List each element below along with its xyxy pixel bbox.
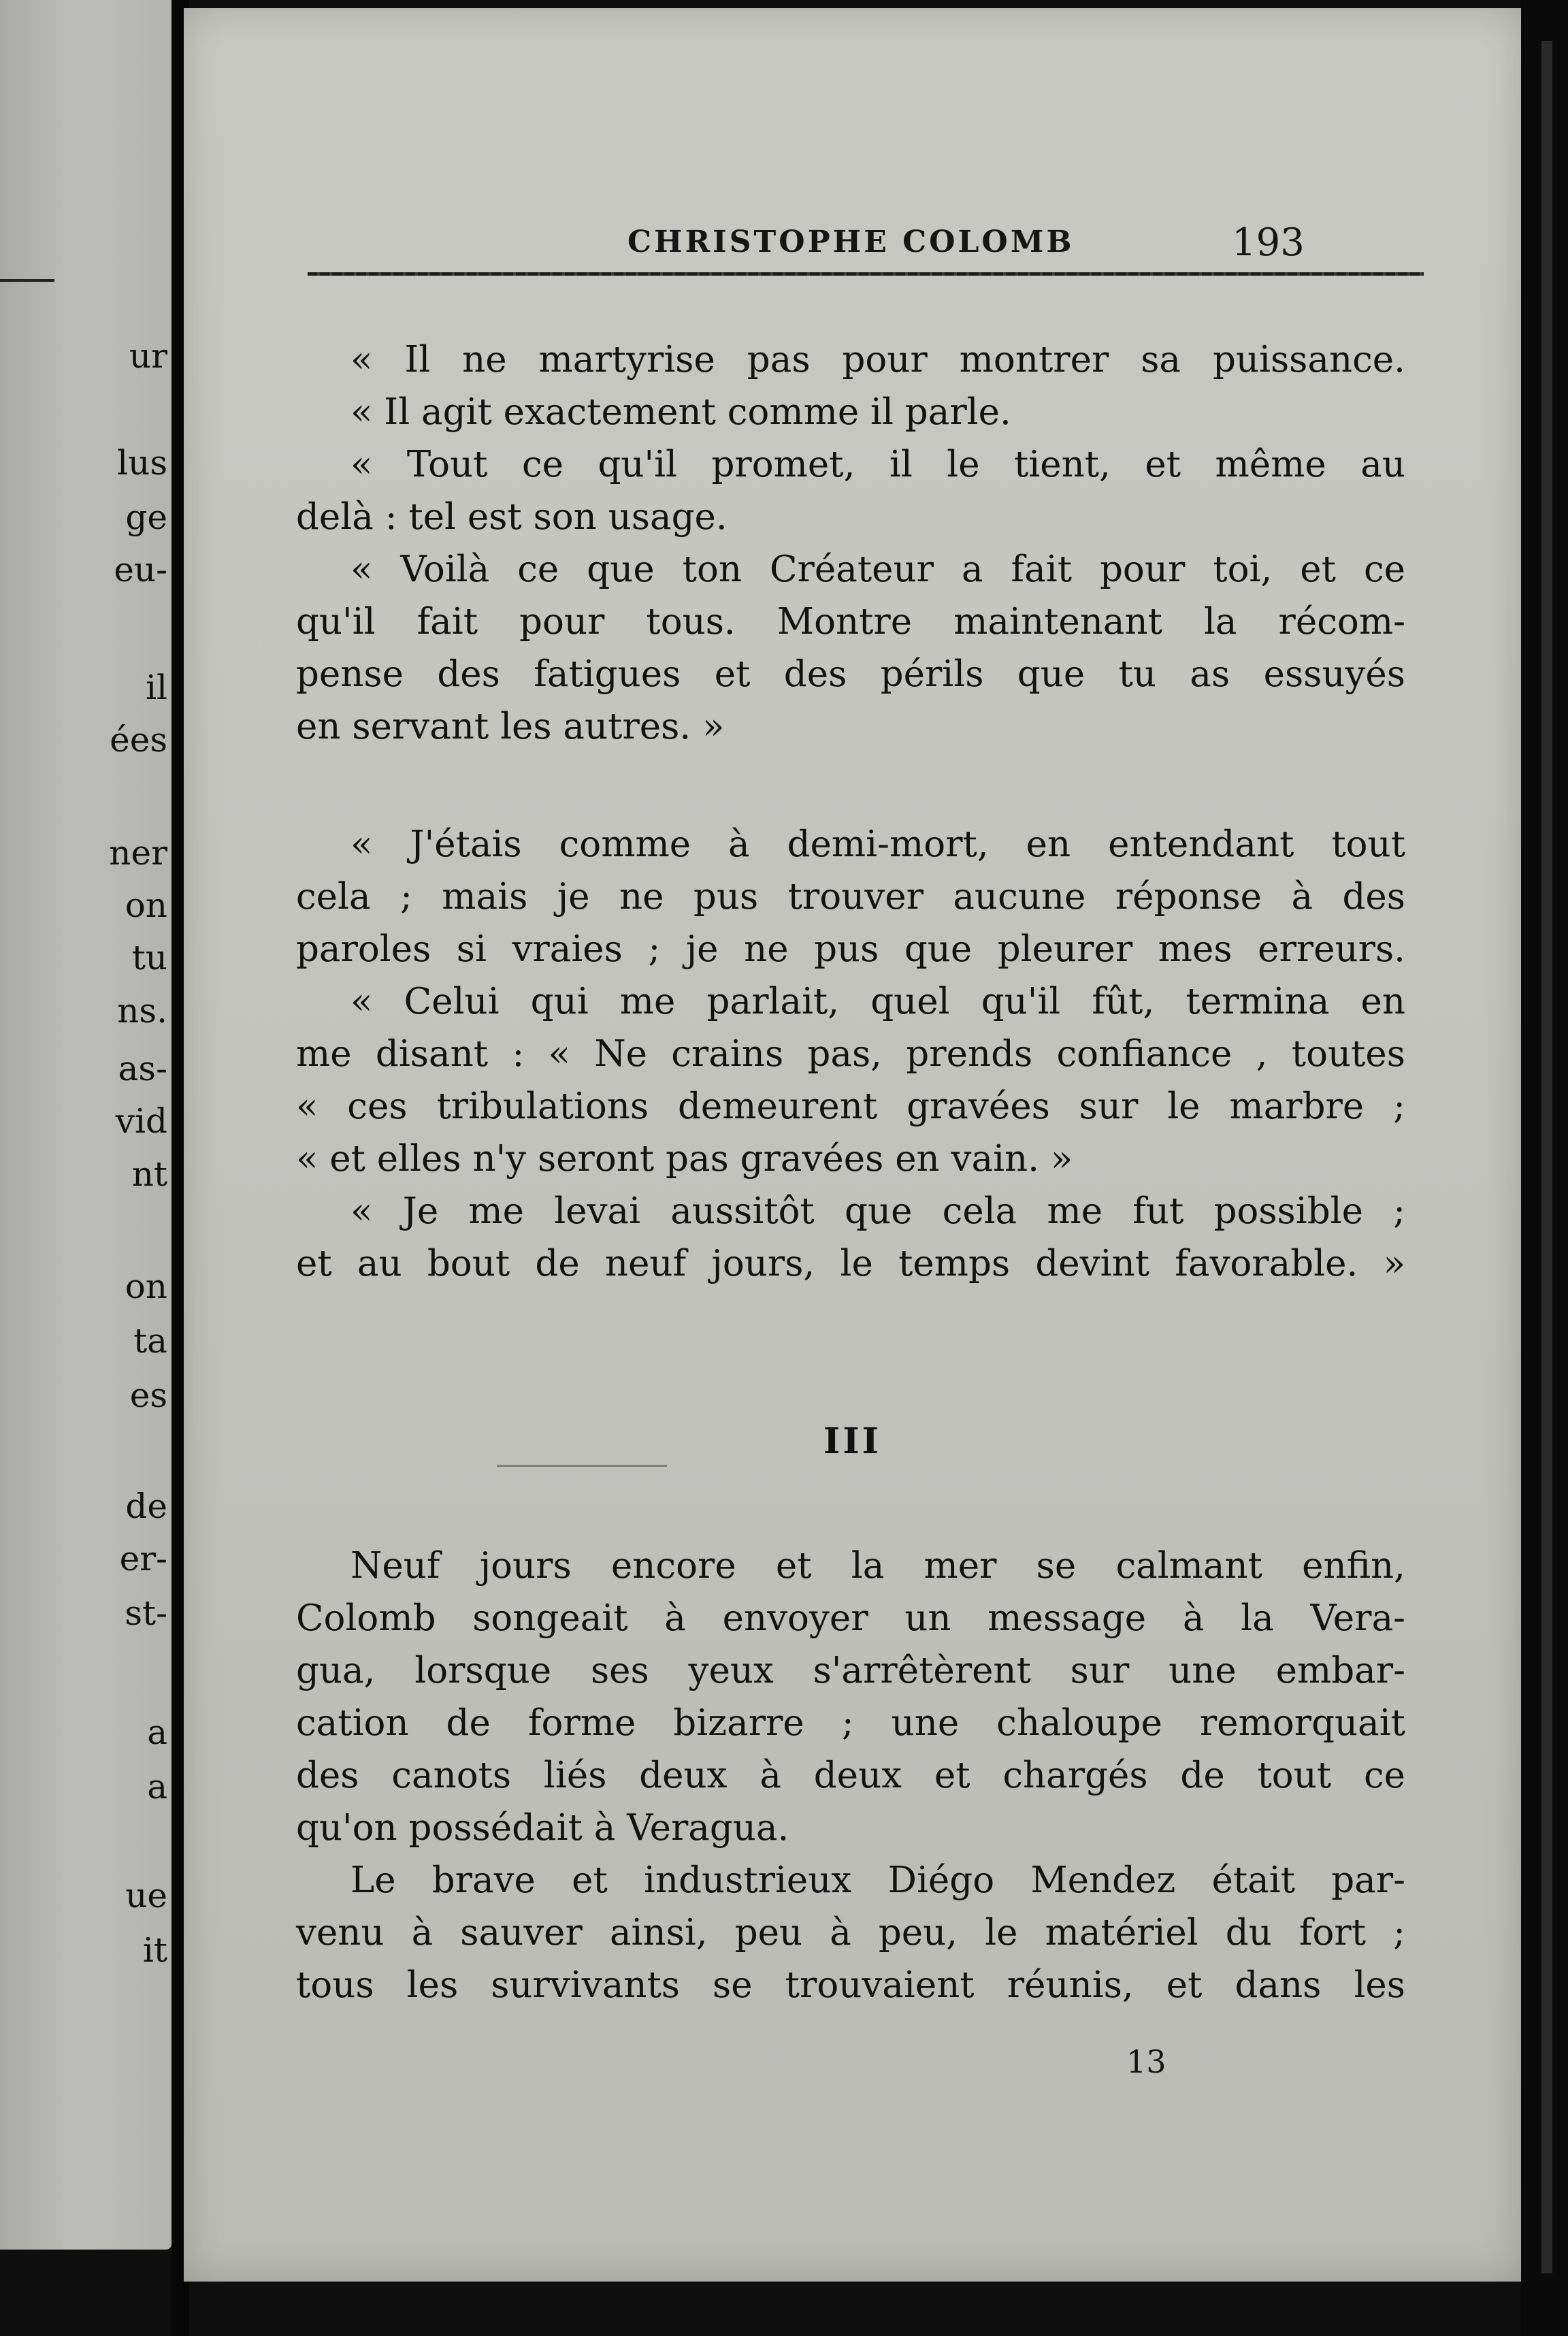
- signature-mark: 13: [1126, 2043, 1166, 2080]
- text-line: Le brave et industrieux Diégo Mendez était par-: [350, 1860, 1405, 1901]
- facing-line-fragment: st-: [125, 1593, 167, 1633]
- facing-line-fragment: on: [125, 886, 167, 925]
- running-head: [184, 221, 1521, 265]
- facing-line-fragment: tu: [131, 938, 167, 977]
- text-line: pense des fatigues et des périls que tu as essuyés: [296, 653, 1405, 695]
- text-line: cation de forme bizarre ; une chaloupe remorquait: [296, 1702, 1405, 1744]
- text-line: « Celui qui me parlait, quel qu'il fût, termina en: [350, 981, 1405, 1022]
- text-line: « Il ne martyrise pas pour montrer sa puissance.: [350, 339, 1405, 380]
- text-line: qu'on possédait à Veragua.: [296, 1807, 789, 1849]
- facing-line-fragment: ue: [125, 1876, 167, 1915]
- facing-line-fragment: on: [125, 1267, 167, 1306]
- text-line: « Il agit exactement comme il parle.: [350, 391, 1011, 433]
- text-line: des canots liés deux à deux et chargés de tout ce: [296, 1755, 1405, 1796]
- text-line: « et elles n'y seront pas gravées en vain. »: [296, 1138, 1073, 1180]
- facing-line-fragment: es: [129, 1376, 167, 1415]
- print-scuff: [497, 1465, 667, 1467]
- text-line: me disant : « Ne crains pas, prends confiance , toutes: [296, 1033, 1405, 1075]
- text-line: venu à sauver ainsi, peu à peu, le matériel du fort ;: [296, 1912, 1405, 1953]
- text-line: Colomb songeait à envoyer un message à la Vera-: [296, 1597, 1405, 1639]
- facing-page-fragment: [0, 0, 172, 2250]
- facing-line-fragment: nt: [131, 1154, 167, 1194]
- facing-line-fragment: lus: [117, 443, 167, 483]
- facing-page-rule: [0, 279, 54, 282]
- text-line: « Voilà ce que ton Créateur a fait pour toi, et ce: [350, 549, 1405, 590]
- header-rule: [308, 272, 1424, 276]
- narration-block: [296, 818, 1405, 1290]
- text-line: cela ; mais je ne pus trouver aucune réponse à des: [296, 876, 1405, 918]
- facing-line-fragment: ta: [133, 1321, 167, 1361]
- text-line: qu'il fait pour tous. Montre maintenant la récom-: [296, 601, 1405, 643]
- facing-line-fragment: vid: [115, 1101, 167, 1141]
- book-page: [184, 8, 1521, 2282]
- text-line: et au bout de neuf jours, le temps devint favorable. »: [296, 1243, 1405, 1284]
- facing-line-fragment: a: [147, 1713, 167, 1752]
- text-line: tous les survivants se trouvaient réunis, et dans les: [296, 1964, 1405, 2006]
- facing-line-fragment: a: [147, 1767, 167, 1806]
- facing-line-fragment: ner: [109, 833, 167, 873]
- page-edge-strip: [1541, 41, 1552, 2273]
- facing-line-fragment: ur: [129, 336, 167, 376]
- text-line: « Tout ce qu'il promet, il le tient, et même au: [350, 444, 1405, 485]
- chapter-section-body: [296, 1540, 1405, 2011]
- page-number: 193: [1232, 221, 1305, 265]
- facing-line-fragment: il: [146, 668, 167, 707]
- facing-line-fragment: ns.: [117, 991, 167, 1031]
- facing-line-fragment: eu-: [114, 550, 167, 589]
- section-heading: III: [823, 1421, 881, 1462]
- facing-line-fragment: er-: [119, 1539, 167, 1578]
- facing-line-fragment: as-: [118, 1049, 167, 1088]
- text-line: gua, lorsque ses yeux s'arrêtèrent sur une embar-: [296, 1650, 1405, 1691]
- text-line: « ces tribulations demeurent gravées sur le marbre ;: [296, 1086, 1405, 1127]
- facing-line-fragment: de: [125, 1487, 167, 1526]
- facing-line-fragment: it: [142, 1930, 167, 1970]
- scan-border: [1521, 0, 1568, 2336]
- text-line: paroles si vraies ; je ne pus que pleurer mes erreurs.: [296, 928, 1405, 970]
- facing-line-fragment: ge: [125, 498, 167, 537]
- facing-line-fragment: ées: [110, 720, 167, 760]
- quoted-speech-block: [296, 334, 1405, 753]
- text-line: « J'étais comme à demi-mort, en entendant tout: [350, 824, 1405, 865]
- text-line: en servant les autres. »: [296, 706, 725, 747]
- running-title: CHRISTOPHE COLOMB: [627, 225, 1075, 259]
- text-line: « Je me levai aussitôt que cela me fut possible ;: [350, 1190, 1405, 1232]
- text-line: delà : tel est son usage.: [296, 496, 728, 538]
- text-line: Neuf jours encore et la mer se calmant enfin,: [350, 1545, 1405, 1587]
